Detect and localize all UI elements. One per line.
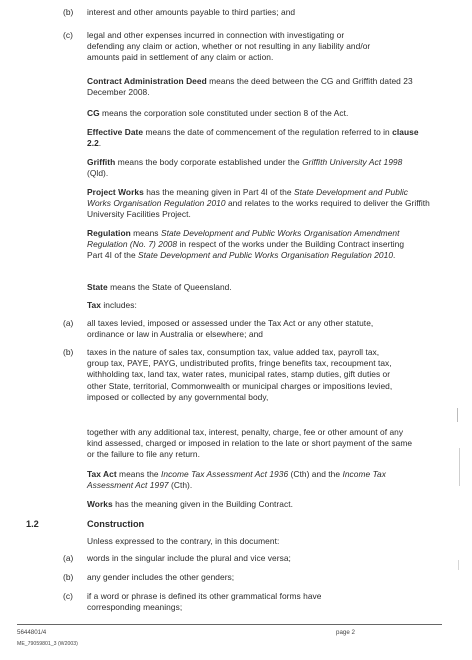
definition-contract-administration-deed: Contract Administration Deed means the deed between the CG and Griffith dated 23 December 2008. [87,76,413,98]
definition-tax-act: Tax Act means the Income Tax Assessment Act 1936 (Cth) and the Income Tax Assessment Act 1997 (Cth). [87,469,386,491]
footer-reference: ME_79059801_3 (W2003) [17,641,78,647]
list-item-text: legal and other expenses incurred in connection with investigating or defending any claim or action, whether or not resulting in any liability and/or amounts paid in settlement of any claim or action. [87,30,371,63]
scan-mark [459,448,460,486]
list-label: (a) [63,318,74,328]
footer-page-number: page 2 [336,629,355,636]
section-title: Construction [87,519,145,529]
definition-cg: CG means the corporation sole constituted under section 8 of the Act. [87,108,349,118]
list-label: (b) [63,347,74,357]
definition-works: Works has the meaning given in the Building Contract. [87,499,293,509]
scan-mark [457,408,458,422]
definition-project-works: Project Works has the meaning given in Part 4I of the State Development and Public Works Organisation Regulation 2010 and relates to the works required to deliver the Griffith University Facilities Project. [87,187,430,220]
list-label: (a) [63,553,74,563]
footer-doc-id: 5644801/4 [17,629,47,636]
definition-tax: Tax includes: [87,300,137,310]
definition-effective-date: Effective Date means the date of commencement of the regulation referred to in clause 2.2. [87,127,419,149]
list-label: (b) [63,572,74,582]
footer-divider [17,624,442,625]
definition-regulation: Regulation means State Development and Public Works Organisation Amendment Regulation (No. 7) 2008 in respect of the works under the Building Contract inserting Part 4I of the State Development and Public Works Organisation Regulation 2010. [87,228,405,261]
list-item-text: words in the singular include the plural and vice versa; [87,553,291,563]
list-item-text: all taxes levied, imposed or assessed under the Tax Act or any other statute, ordinance or law in Australia or elsewhere; and [87,318,374,340]
list-label: (c) [63,591,73,601]
definition-state: State means the State of Queensland. [87,282,232,292]
tax-together-paragraph: together with any additional tax, interest, penalty, charge, fee or other amount of any kind assessed, charged or imposed in relation to the late or short payment of the same or the failure to file any return. [87,427,413,460]
definition-griffith: Griffith means the body corporate established under the Griffith University Act 1998 (Qld). [87,157,403,179]
list-item-text: if a word or phrase is defined its other grammatical forms have corresponding meanings; [87,591,322,613]
section-intro: Unless expressed to the contrary, in this document: [87,536,280,546]
list-item-text: taxes in the nature of sales tax, consumption tax, value added tax, payroll tax, group tax, PAYE, PAYG, undistributed profits, fringe benefits tax, recoupment tax, withholding tax, land tax, water rates, municipal rates, stamp duties, gift duties or other State, territorial, Commonwealth or municipal charges or impositions levied, imposed or collected by any governmental body, [87,347,393,402]
scan-mark [458,560,459,570]
list-label: (c) [63,30,73,40]
list-label: (b) [63,7,74,17]
list-item-text: any gender includes the other genders; [87,572,235,582]
list-item-text: interest and other amounts payable to third parties; and [87,7,296,17]
section-number: 1.2 [26,519,39,529]
